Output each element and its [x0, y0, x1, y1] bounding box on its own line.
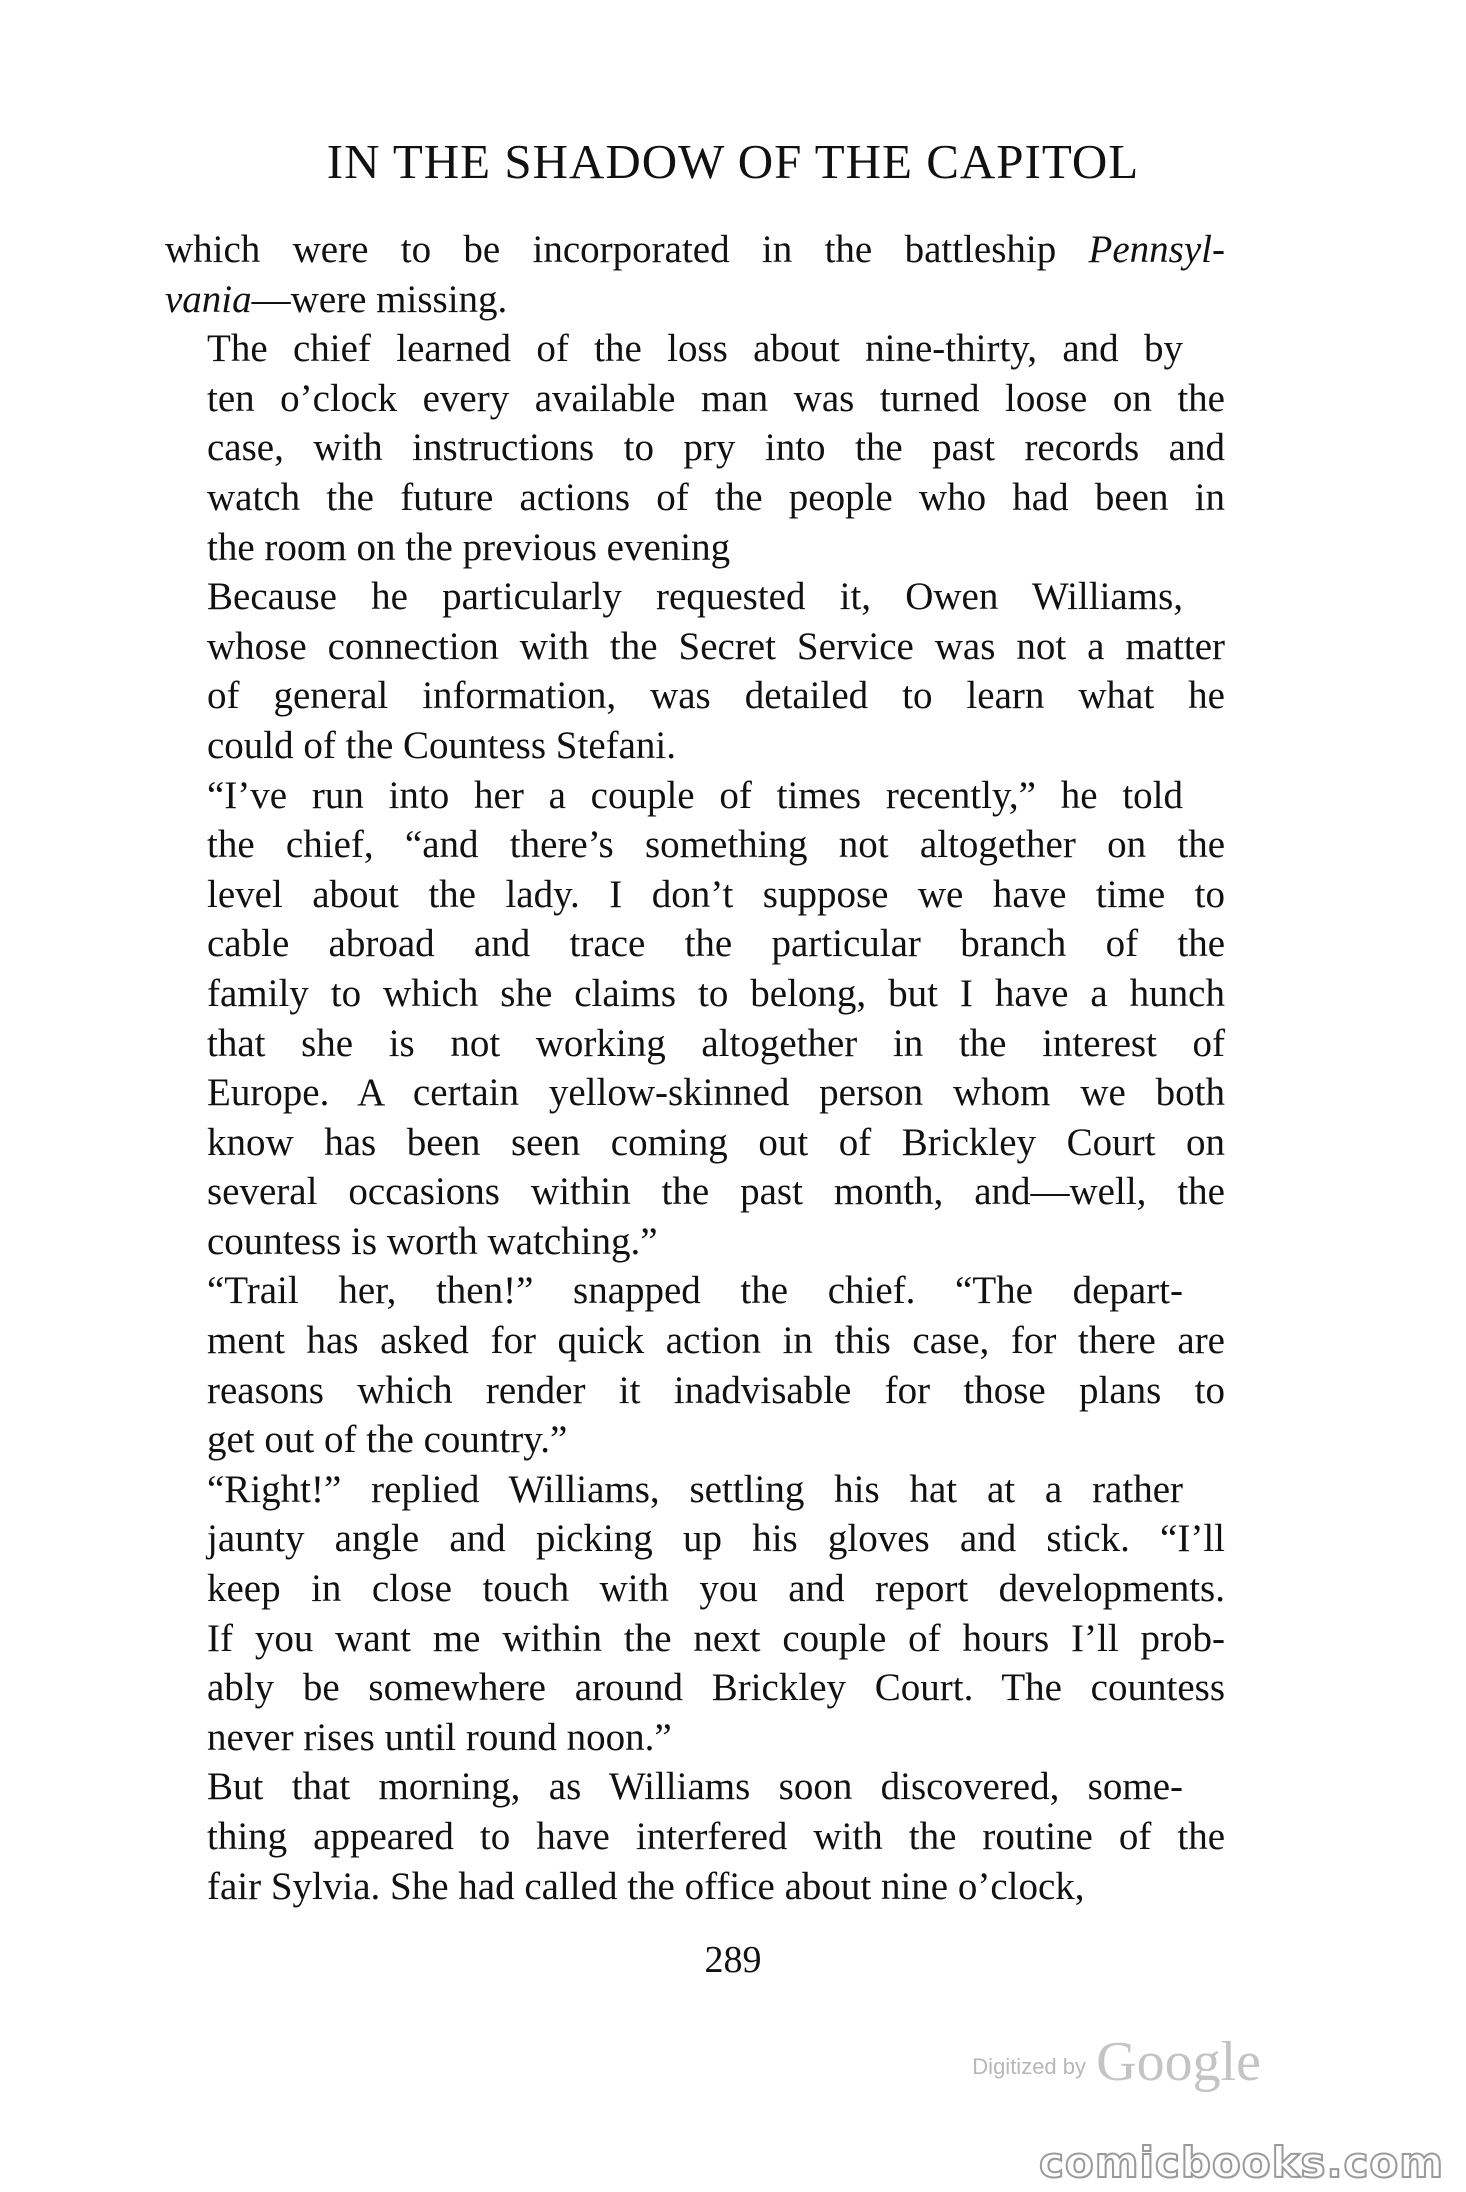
text-line: The chief learned of the loss about nine-thirty, and by — [207, 327, 1183, 371]
text-line: the room on the previous evening — [207, 525, 731, 569]
text-line: several occasions within the past month, and—well, the — [207, 1170, 1225, 1214]
text-line: But that morning, as Williams soon discovered, some- — [207, 1765, 1183, 1809]
text-line: case, with instructions to pry into the past records and — [207, 426, 1225, 470]
text-line: Because he particularly requested it, Owen Williams, — [207, 575, 1183, 619]
text-line: family to which she claims to belong, but I have a hunch — [207, 971, 1225, 1015]
paragraph — [165, 324, 1225, 572]
digitized-by-label: Digitized by — [972, 2054, 1087, 2079]
text-line: cable abroad and trace the particular branch of the — [207, 922, 1225, 966]
watermark: comicbooks.com — [1039, 2138, 1444, 2187]
text-line: “Trail her, then!” snapped the chief. “The depart- — [207, 1269, 1183, 1313]
text-line: ment has asked for quick action in this case, for there are — [207, 1319, 1225, 1363]
text-line: that she is not working altogether in the interest of — [207, 1021, 1225, 1065]
text-line: vania—were missing. — [165, 277, 508, 321]
text-line: which were to be incorporated in the battleship Pennsyl- — [165, 228, 1225, 271]
text-line: never rises until round noon.” — [207, 1715, 672, 1759]
text-line: of general information, was detailed to learn what he — [207, 674, 1225, 718]
paragraph — [165, 1762, 1225, 1911]
google-logo-text: Google — [1096, 2031, 1261, 2093]
text-line: could of the Countess Stefani. — [207, 723, 677, 767]
text-line: ably be somewhere around Brickley Court. The countess — [207, 1666, 1225, 1710]
text-line: keep in close touch with you and report developments. — [207, 1567, 1225, 1611]
paragraph — [165, 1266, 1225, 1464]
text-line: level about the lady. I don’t suppose we have time to — [207, 872, 1225, 916]
text-line: jaunty angle and picking up his gloves and stick. “I’ll — [207, 1517, 1225, 1561]
paragraph — [165, 225, 1225, 324]
text-line: ten o’clock every available man was turned loose on the — [207, 376, 1225, 420]
text-line: the chief, “and there’s something not altogether on the — [207, 823, 1225, 867]
text-line: “I’ve run into her a couple of times recently,” he told — [207, 773, 1183, 817]
paragraph — [165, 572, 1225, 770]
text-line: If you want me within the next couple of hours I’ll prob- — [207, 1616, 1225, 1660]
text-line: thing appeared to have interfered with the routine of the — [207, 1815, 1225, 1858]
digitized-by-notice — [972, 2030, 1261, 2094]
paragraph — [165, 771, 1225, 1267]
page-number: 289 — [704, 1939, 762, 1981]
text-line: know has been seen coming out of Brickley Court on — [207, 1120, 1225, 1164]
body-text — [165, 225, 1225, 1911]
text-line: whose connection with the Secret Service was not a matter — [207, 624, 1225, 668]
text-line: watch the future actions of the people who had been in — [207, 475, 1225, 519]
text-line: fair Sylvia. She had called the office about nine o’clock, — [207, 1864, 1085, 1908]
text-line: countess is worth watching.” — [207, 1219, 658, 1263]
text-line: reasons which render it inadvisable for those plans to — [207, 1368, 1225, 1412]
text-line: “Right!” replied Williams, settling his hat at a rather — [207, 1467, 1183, 1511]
paragraph — [165, 1465, 1225, 1763]
running-head: IN THE SHADOW OF THE CAPITOL — [326, 134, 1140, 189]
text-line: Europe. A certain yellow-skinned person whom we both — [207, 1071, 1225, 1115]
text-line: get out of the country.” — [207, 1418, 568, 1462]
